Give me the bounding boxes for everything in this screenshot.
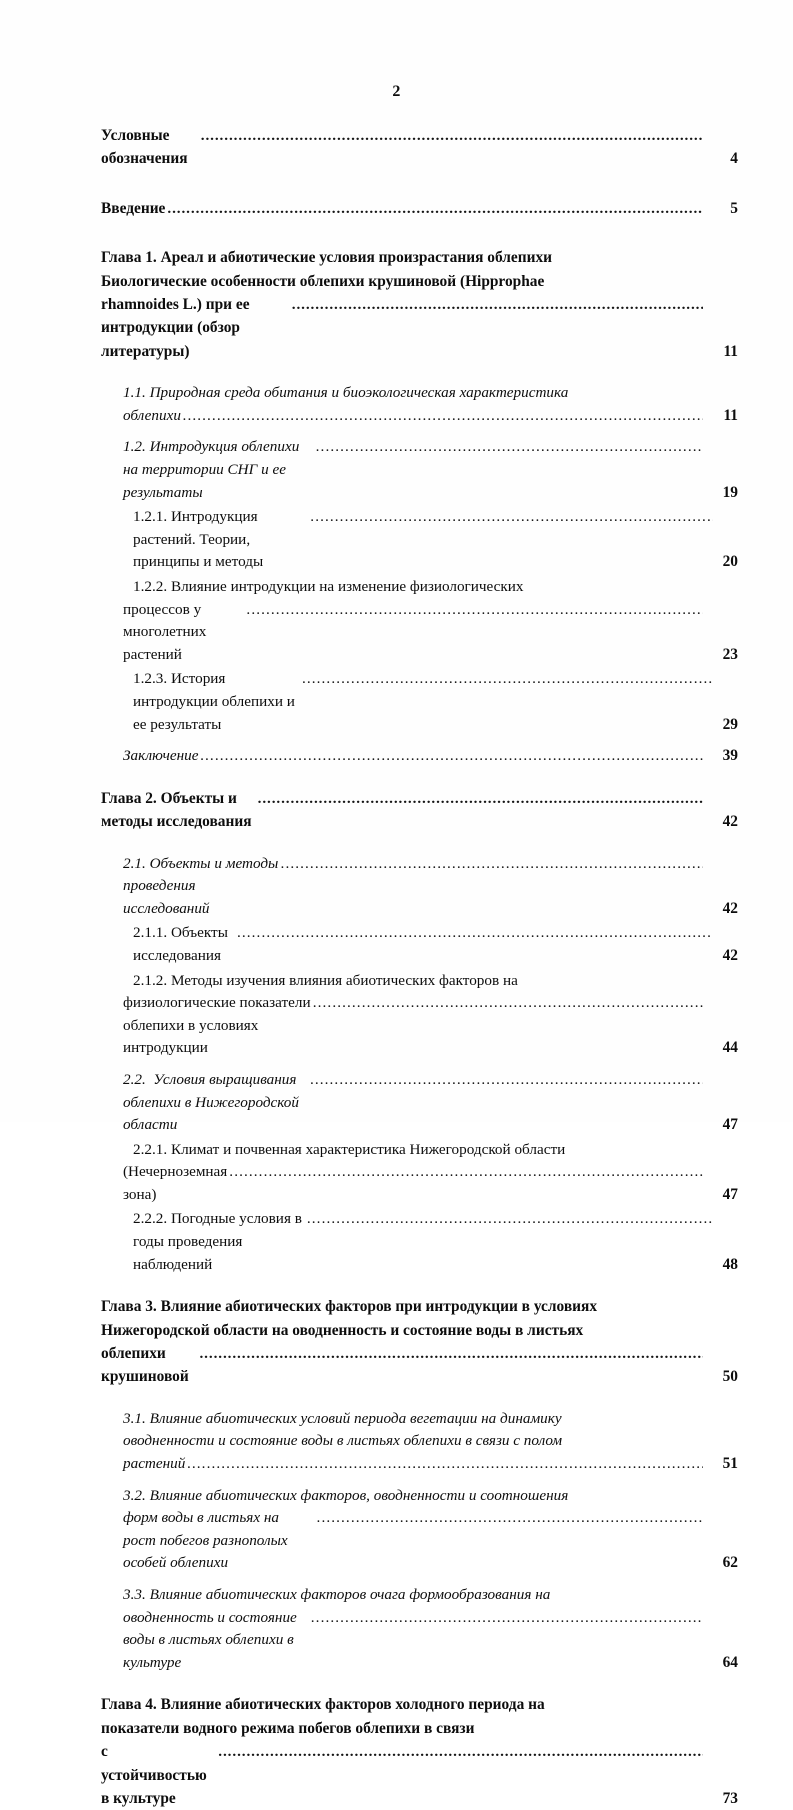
toc-page-number[interactable]: 11 [723, 406, 738, 424]
toc-entry-lines [101, 246, 704, 363]
toc-entry-title: форм воды в листьях на рост побегов разнополых особей облепихи [123, 1509, 292, 1572]
toc-entry-title: 1.2.1. Интродукция растений. Теории, принципы и методы [133, 508, 264, 571]
toc-entry-title-last-line [123, 1161, 704, 1206]
toc-entry-text-block [123, 1139, 738, 1207]
toc-entry-title: растений [123, 1455, 186, 1473]
toc-entry-text-block [123, 668, 738, 736]
toc-entry-title-last-line [133, 922, 714, 967]
toc-entry-title-line: Глава 1. Ареал и абиотические условия произрастания облепихи [101, 249, 553, 267]
toc-entry[interactable] [101, 124, 738, 171]
toc-entry-title-line: Глава 4. Влияние абиотических факторов холодного периода на [101, 1696, 545, 1714]
dot-leader [187, 1456, 703, 1471]
toc-entry[interactable] [123, 745, 738, 768]
toc-entry-text-block [101, 787, 738, 834]
toc-entry-lines [123, 922, 704, 967]
toc-entry-title-line: 1.2.2. Влияние интродукции на изменение физиологических [133, 578, 524, 595]
toc-entry-lines [101, 1295, 704, 1389]
toc-entry-title: rhamnoides L.) при ее интродукции (обзор литературы) [101, 296, 254, 360]
toc-entry-title-last-line [133, 668, 714, 736]
toc-entry-title-last-line [101, 293, 704, 363]
dot-leader [317, 1510, 703, 1525]
toc-entry-title-last-line [133, 506, 714, 574]
toc-entry-lines [123, 1139, 704, 1207]
toc-entry-title-line: 3.1. Влияние абиотических условий периода вегетации на динамику [123, 1409, 562, 1427]
dot-leader [316, 439, 703, 454]
toc-entry-lines [123, 382, 704, 427]
toc-page-number[interactable]: 62 [722, 1554, 738, 1572]
toc-entry-title: Введение [101, 199, 166, 217]
toc-entry[interactable] [101, 246, 738, 363]
toc-entry-text-block [101, 1295, 738, 1389]
toc-page-number[interactable]: 51 [722, 1455, 738, 1473]
toc-page-number[interactable]: 19 [722, 483, 738, 501]
toc-entry-title-last-line [123, 1453, 704, 1476]
toc-entry-title-last-line [101, 1342, 704, 1389]
toc-entry-title-last-line [101, 124, 704, 171]
dot-leader [199, 1346, 703, 1361]
toc-entry-title-last-line [123, 436, 704, 504]
toc-entry-title-line: оводненности и состояние воды в листьях облепихи в связи с полом [123, 1432, 563, 1450]
toc-entry-title-last-line [123, 1069, 704, 1137]
toc-entry-title-line: Биологические особенности облепихи крушиновой (Hipprophae [101, 272, 545, 290]
dot-leader [281, 856, 703, 871]
toc-entry-title-last-line [123, 853, 704, 921]
toc-entry-lines [101, 197, 704, 220]
toc-entry[interactable] [123, 853, 738, 921]
toc-entry-title-last-line [101, 1740, 704, 1810]
toc-page-number[interactable]: 73 [722, 1789, 738, 1807]
toc-entry-text-block [123, 382, 738, 427]
toc-entry-lines [123, 436, 704, 504]
toc-entry-title-line: 2.1.2. Методы изучения влияния абиотических факторов на [133, 971, 518, 989]
dot-leader [313, 995, 703, 1010]
toc-entry-lines [123, 506, 704, 574]
toc-entry-title: 1.2.3. История интродукции облепихи и ее результаты [133, 670, 299, 733]
toc-entry-title-line: 1.1. Природная среда обитания и биоэкологическая характеристика [123, 384, 569, 402]
toc-page-number[interactable]: 44 [722, 1039, 738, 1057]
toc-entry[interactable] [123, 1069, 738, 1137]
toc-entry-title: 2.1.1. Объекты исследования [133, 924, 232, 964]
toc-entry[interactable] [101, 1693, 738, 1810]
toc-entry[interactable] [123, 1584, 738, 1674]
toc-entry[interactable] [101, 787, 738, 834]
dot-leader [237, 925, 713, 940]
toc-entry-title: физиологические показатели облепихи в условиях интродукции [123, 994, 315, 1057]
toc-entry-text-block [101, 124, 738, 171]
toc-entry-lines [123, 1485, 704, 1575]
toc-page-number[interactable]: 42 [722, 899, 738, 917]
toc-entry-title: Заключение [123, 747, 199, 765]
toc-page-number[interactable]: 20 [722, 553, 738, 571]
toc-entry[interactable] [123, 576, 738, 666]
toc-entry[interactable] [123, 922, 738, 967]
toc-entry-title: 2.2. Условия выращивания облепихи в Нижегородской области [123, 1070, 303, 1134]
toc-entry-title-last-line [123, 992, 704, 1060]
dot-leader [201, 748, 703, 763]
toc-page-number[interactable]: 4 [730, 150, 738, 168]
dot-leader [167, 201, 703, 216]
toc-entry-title: 2.2.2. Погодные условия в годы проведения наблюдений [133, 1210, 306, 1273]
toc-entry-title-line: Нижегородской области на оводненность и состояние воды в листьях [101, 1321, 584, 1339]
toc-entry-lines [123, 668, 704, 736]
toc-entry[interactable] [101, 1295, 738, 1389]
toc-page-number[interactable]: 64 [722, 1653, 738, 1671]
toc-entry-title-line: Глава 3. Влияние абиотических факторов при интродукции в условиях [101, 1298, 598, 1316]
toc-entry-title: облепихи крушиновой [101, 1345, 193, 1386]
toc-entry-title: Глава 2. Объекты и методы исследования [101, 789, 252, 831]
toc-entry-text-block [101, 197, 738, 220]
toc-entry-lines [101, 787, 704, 834]
toc-entry-lines [123, 970, 704, 1060]
dot-leader [183, 408, 703, 423]
dot-leader [311, 1610, 703, 1625]
dot-leader [310, 509, 713, 524]
toc-entry-text-block [123, 1408, 738, 1476]
toc-entry[interactable] [101, 197, 738, 220]
toc-entry-title-line: 3.2. Влияние абиотических факторов, оводненности и соотношения [123, 1486, 569, 1504]
dot-leader [229, 1164, 703, 1179]
toc-entry-title-last-line [123, 745, 704, 768]
page-folio-number: 2 [392, 83, 401, 100]
toc-entry-lines [123, 1408, 704, 1476]
toc-entry-text-block [123, 970, 738, 1060]
toc-entry-text-block [123, 853, 738, 921]
toc-entry-text-block [123, 436, 738, 504]
toc-entry[interactable] [123, 436, 738, 504]
toc-page-number[interactable]: 29 [722, 715, 738, 733]
toc-entry-text-block [101, 246, 738, 363]
toc-entry-title: Условные обозначения [101, 127, 192, 168]
toc-entry-title-last-line [123, 1607, 704, 1675]
toc-page-number[interactable]: 42 [722, 812, 738, 830]
toc-entry-title: процессов у многолетних растений [123, 600, 211, 663]
toc-entry-text-block [101, 1693, 738, 1810]
toc-entry-title-last-line [133, 1208, 714, 1276]
toc-entry-lines [101, 124, 704, 171]
toc-entry[interactable] [123, 1408, 738, 1476]
toc-entry-text-block [123, 506, 738, 574]
toc-entry-text-block [123, 576, 738, 666]
dot-leader [201, 128, 703, 143]
toc-entry-lines [101, 1693, 704, 1810]
dot-leader [302, 671, 713, 686]
toc-page-number[interactable]: 11 [723, 342, 738, 360]
toc-entry-lines [123, 1069, 704, 1137]
toc-entry-text-block [123, 1069, 738, 1137]
toc-entry[interactable] [123, 1485, 738, 1575]
toc-entry[interactable] [123, 970, 738, 1060]
toc-entry[interactable] [123, 668, 738, 736]
dot-leader [310, 1072, 703, 1087]
toc-entry-title: оводненность и состояние воды в листьях облепихи в культуре [123, 1608, 301, 1671]
toc-entry-text-block [123, 1485, 738, 1575]
toc-entry-title-line: показатели водного режима побегов облепихи в связи [101, 1719, 475, 1737]
toc-entry-title: облепихи [123, 406, 185, 424]
dot-leader [218, 1744, 703, 1759]
toc-entry-title-last-line [101, 787, 704, 834]
toc-page-number[interactable]: 47 [722, 1185, 738, 1203]
dot-leader [246, 602, 703, 617]
toc-entry-title: 2.1. Объекты и методы проведения исследований [123, 854, 283, 917]
toc-entry-lines [123, 853, 704, 921]
toc-entry-title-last-line [123, 599, 704, 667]
toc-page-number[interactable]: 23 [722, 645, 738, 663]
table-of-contents [101, 124, 738, 1810]
toc-page-number[interactable]: 5 [730, 199, 738, 217]
toc-entry-title-last-line [123, 405, 704, 428]
toc-entry-title-last-line [101, 197, 704, 220]
toc-entry[interactable] [123, 1139, 738, 1207]
toc-page-number[interactable]: 50 [722, 1368, 738, 1386]
toc-entry-text-block [123, 1584, 738, 1674]
toc-entry-title: (Нечерноземная зона) [123, 1163, 232, 1203]
toc-entry-title: 1.2. Интродукция облепихи на территории СНГ и ее результаты [123, 438, 304, 501]
toc-page-number[interactable]: 39 [722, 747, 738, 765]
toc-entry-text-block [123, 1208, 738, 1276]
toc-entry[interactable] [123, 506, 738, 574]
toc-entry-lines [123, 576, 704, 666]
toc-entry-lines [123, 745, 704, 768]
toc-entry[interactable] [123, 1208, 738, 1276]
toc-entry-lines [123, 1584, 704, 1674]
toc-entry-title-line: 3.3. Влияние абиотических факторов очага формообразования на [123, 1586, 551, 1604]
toc-entry-title-last-line [123, 1507, 704, 1575]
dot-leader [258, 791, 703, 806]
dot-leader [307, 1211, 713, 1226]
toc-page-number[interactable]: 47 [722, 1116, 738, 1134]
toc-page-number[interactable]: 42 [722, 946, 738, 964]
toc-entry[interactable] [123, 382, 738, 427]
toc-entry-title-line: 2.2.1. Климат и почвенная характеристика Нижегородской области [133, 1140, 566, 1158]
toc-page-number[interactable]: 48 [722, 1255, 738, 1273]
toc-entry-title: с устойчивостью в культуре [101, 1743, 211, 1808]
toc-entry-text-block [123, 745, 738, 768]
toc-entry-text-block [123, 922, 738, 967]
toc-entry-lines [123, 1208, 704, 1276]
dot-leader [292, 297, 703, 312]
